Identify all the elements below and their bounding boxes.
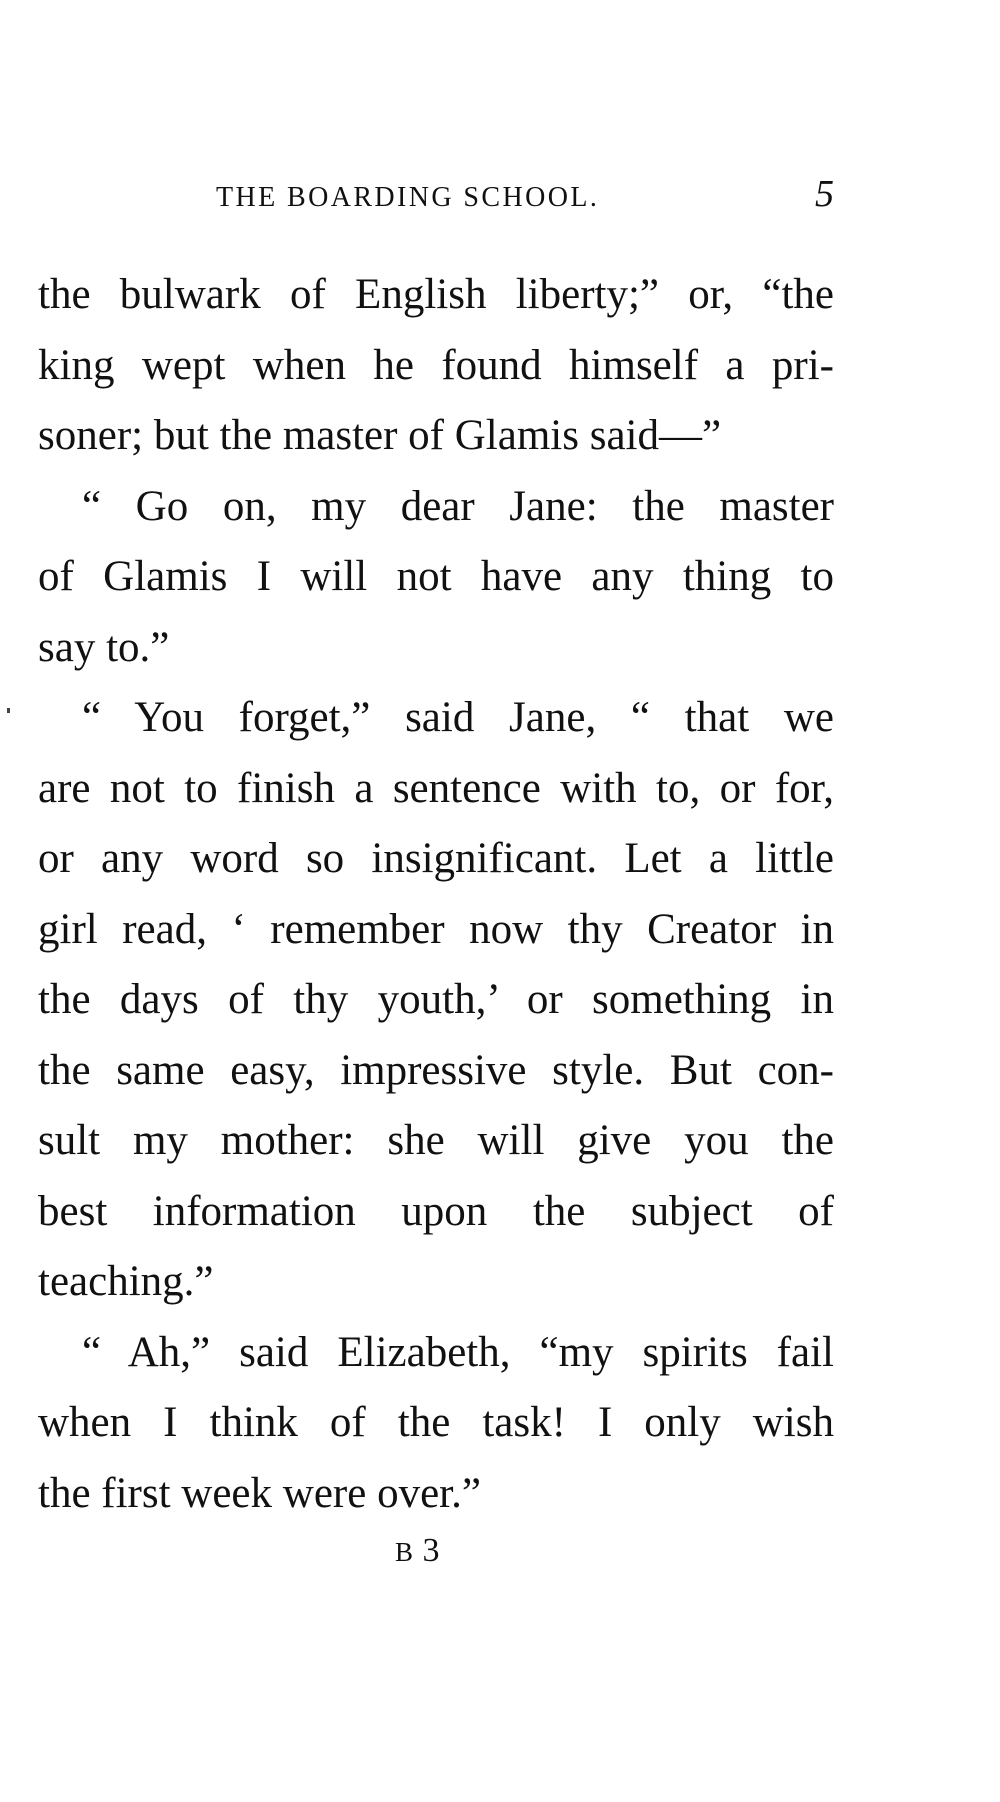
text-line: the first week were over.” bbox=[38, 1469, 481, 1517]
running-head bbox=[40, 173, 840, 226]
running-title: THE BOARDING SCHOOL. bbox=[216, 182, 600, 213]
text-line: teaching.” bbox=[38, 1258, 214, 1305]
signature-number: 3 bbox=[422, 1532, 440, 1569]
body-text bbox=[38, 260, 834, 1529]
text-line: or any word so insignificant. Let a little bbox=[38, 835, 834, 882]
text-line: girl read, ‘ remember now thy Creator in bbox=[38, 905, 834, 953]
text-line: best information upon the subject of bbox=[38, 1187, 834, 1235]
margin-speck bbox=[7, 708, 10, 713]
text-line: sult my mother: she will give you the bbox=[38, 1117, 834, 1164]
text-line: the same easy, impressive style. But con- bbox=[38, 1046, 834, 1094]
text-line: of Glamis I will not have any thing to bbox=[38, 553, 834, 600]
text-line: “ You forget,” said Jane, “ that we bbox=[82, 694, 834, 741]
text-line: “ Go on, my dear Jane: the master bbox=[82, 482, 834, 530]
text-line: the days of thy youth,’ or something in bbox=[38, 976, 834, 1023]
text-line: soner; but the master of Glamis said—” bbox=[38, 412, 722, 459]
text-line: king wept when he found himself a pri- bbox=[38, 341, 834, 389]
signature-mark bbox=[395, 1532, 440, 1570]
text-line: say to.” bbox=[38, 623, 170, 671]
text-line: when I think of the task! I only wish bbox=[38, 1399, 834, 1446]
text-line: “ Ah,” said Elizabeth, “my spirits fail bbox=[82, 1328, 834, 1376]
signature-letter: B bbox=[395, 1537, 415, 1567]
page-number: 5 bbox=[815, 173, 834, 215]
text-line: are not to finish a sentence with to, or for, bbox=[38, 764, 834, 812]
text-line: the bulwark of English liberty;” or, “the bbox=[38, 271, 834, 318]
